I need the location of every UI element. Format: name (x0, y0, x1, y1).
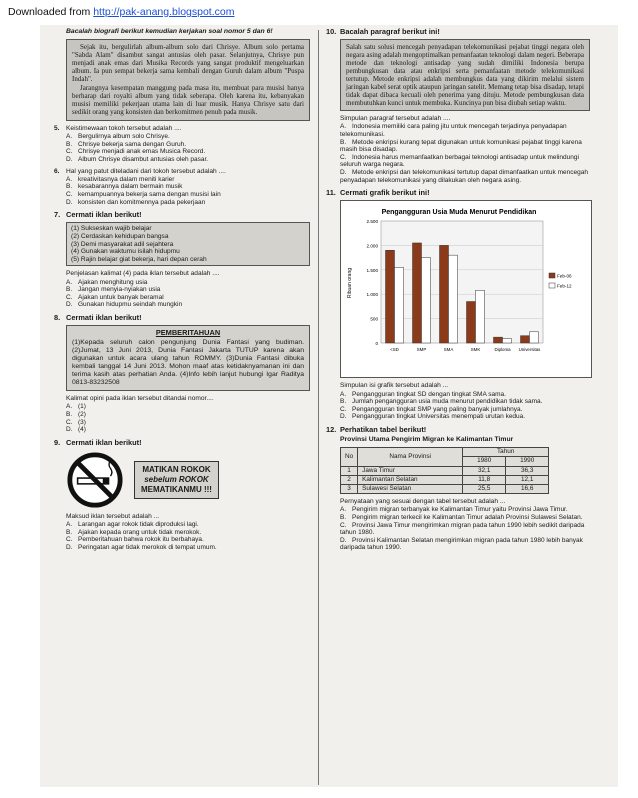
option-letter: B. (66, 286, 73, 294)
slogan-item: (1) Sukseskan wajib belajar (71, 225, 152, 233)
option-text: Peringatan agar tidak merokok di tempat umum. (78, 543, 217, 551)
option-text: Jangan menyia-nyiakan usia (78, 286, 161, 294)
option-a (54, 176, 310, 184)
option-letter: B. (340, 138, 347, 146)
option-d (326, 413, 590, 421)
slogan-item: (3) Demi masyarakat adil sejahtera (71, 240, 174, 248)
source-prefix: Downloaded from (8, 6, 94, 18)
option-b (326, 139, 590, 154)
question-12-heading: 12. Perhatikan tabel berikut! (326, 424, 427, 434)
slogan-item: (4) Gunakan waktumu isilah hidupmu (71, 248, 180, 256)
option-text: Jumlah pengangguran usia muda menurut pendidikan tidak sama. (352, 398, 543, 406)
option-d (54, 426, 310, 434)
option-text: Ajakan untuk banyak beramal (78, 293, 164, 301)
option-c (326, 406, 590, 414)
option-letter: D. (66, 301, 73, 309)
option-text: Gunakan hidupmu seindah mungkin (78, 301, 183, 309)
biography-intro: Bacalah biografi berikut kemudian kerjakan soal nomor 5 dan 6! (66, 28, 273, 35)
question-5-options (54, 133, 310, 163)
option-b (326, 398, 590, 406)
y-axis-label: Ribuan orang (347, 268, 353, 299)
option-d (54, 156, 310, 164)
legend-label: Feb-12 (557, 283, 572, 289)
option-letter: A. (66, 403, 73, 411)
notice-title: PEMBERITAHUAN (155, 328, 221, 338)
option-letter: C. (66, 536, 73, 544)
option-text: Ajakan menghitung usia (78, 278, 148, 286)
table-row (341, 466, 549, 475)
migrant-table (340, 447, 549, 494)
option-d (54, 199, 310, 207)
question-10-stem: Simpulan paragraf tersebut adalah .... (340, 115, 451, 123)
table-cell: 25,5 (463, 484, 506, 493)
table-cell: 11,8 (463, 475, 506, 484)
question-7-stem: Penjelasan kalimat (4) pada iklan tersebut adalah .... (66, 270, 220, 278)
column-divider (318, 30, 319, 785)
question-8-heading: 8. Cermati iklan berikut! (54, 312, 142, 322)
bar-feb-12-3 (476, 291, 485, 344)
bar-feb-12-2 (449, 256, 458, 344)
chart-svg (341, 201, 591, 377)
y-tick-label: 2.500 (366, 219, 378, 225)
table-row (341, 475, 549, 484)
option-text: Provinsi Kalimantan Selatan mengirimkan migran pada tahun 1980 lebih banyak daripada tahun 1990. (340, 536, 583, 552)
question-10-heading: 10. Bacalah paragraf berikut ini! (326, 27, 440, 36)
option-a (54, 403, 310, 411)
option-letter: D. (66, 426, 73, 434)
no-smoking-ad (66, 451, 310, 509)
question-10-options (326, 123, 590, 184)
biography-paragraph-1: Sejak itu, bergulirlah album-album solo dari Chrisye. Album solo pertama "Sabda Alam" disambut sangat antusias oleh pasar. Selanjutnya, Chrisye pun menjadi anak emas dari Musika Records yang sangat produktif mengeluarkan album. Ia pun sempat bekerja sama kembali dengan Guruh dalam album "Puspa Indah". (72, 43, 304, 83)
right-column (326, 28, 590, 552)
x-tick-label: Universitas (518, 347, 541, 353)
option-a (326, 506, 590, 514)
table-cell: 3 (341, 484, 358, 493)
question-7-heading: 7. Cermati iklan berikut! (54, 210, 142, 220)
paragraph-box (340, 39, 590, 111)
question-11-heading: 11. Cermati grafik berikut ini! (326, 188, 430, 198)
option-letter: C. (66, 418, 73, 426)
slogan-item: (2) Cerdaskan kehidupan bangsa (71, 232, 169, 240)
download-source (8, 6, 234, 18)
table-cell: 36,3 (506, 466, 549, 475)
ad-line-3: MEMATIKANMU !!! (141, 484, 212, 494)
option-text: Album Chrisye disambut antusias oleh pasar. (78, 155, 209, 163)
option-letter: D. (340, 413, 347, 421)
option-c (326, 522, 590, 537)
option-letter: A. (340, 390, 347, 398)
option-letter: D. (66, 198, 73, 206)
option-letter: C. (66, 190, 73, 198)
option-text: Provinsi Jawa Timur mengirimkan migran pada tahun 1990 lebih sedikit daripada tahun 1980. (340, 521, 585, 537)
option-c (54, 536, 310, 544)
option-text: Pengangguran tingkat Universitas menempati urutan kedua. (352, 413, 526, 421)
option-letter: D. (340, 536, 347, 544)
option-text: Ajakan kepada orang untuk tidak merokok. (78, 528, 202, 536)
table-cell: 2 (341, 475, 358, 484)
option-text: Pengangguran tingkat SD dengan tingkat SMA sama. (352, 390, 506, 398)
table-header-row (341, 448, 549, 457)
option-letter: A. (340, 123, 347, 131)
table-cell: 1 (341, 466, 358, 475)
question-12-options (326, 506, 590, 552)
option-text: (1) (78, 403, 86, 411)
option-letter: D. (66, 543, 73, 551)
option-text: kesabarannya dalam bermain musik (78, 183, 183, 191)
bar-feb-12-1 (422, 258, 431, 343)
option-letter: A. (66, 521, 73, 529)
option-text: konsisten dan komitmennya pada pekerjaan (78, 198, 206, 206)
legend-swatch (549, 283, 555, 288)
option-text: Chrisye bekerja sama dengan Guruh. (78, 140, 187, 148)
plot-area (381, 221, 543, 343)
chart-title: Pengangguran Usia Muda Menurut Pendidikan (381, 209, 537, 217)
option-text: Bergulirnya album solo Chrisye. (78, 133, 170, 141)
header-province: Nama Provinsi (358, 448, 463, 466)
x-tick-label: SMP (416, 347, 427, 353)
option-c (54, 294, 310, 302)
header-no: No (341, 448, 358, 466)
option-a (54, 133, 310, 141)
y-tick-label: 1.000 (366, 292, 378, 298)
table-title: Provinsi Utama Pengirim Migran ke Kalimantan Timur (340, 436, 514, 444)
header-1990: 1990 (506, 457, 549, 466)
biography-box (66, 39, 310, 121)
ad-line-2: sebelum ROKOK (144, 474, 209, 484)
legend-swatch (549, 273, 555, 278)
slogan-list-box (66, 222, 310, 266)
option-letter: C. (340, 521, 347, 529)
option-letter: C. (66, 293, 73, 301)
option-text: Pengangguran tingkat SMP yang paling banyak jumlahnya. (352, 405, 523, 413)
y-tick-label: 500 (370, 316, 378, 322)
table-cell: Jawa Timur (358, 466, 463, 475)
option-a (54, 279, 310, 287)
question-11-options (326, 391, 590, 421)
option-letter: C. (66, 148, 73, 156)
option-text: kemampuannya bekerja sama dengan musisi lain (78, 190, 221, 198)
x-tick-label: SMA (443, 347, 454, 353)
question-7-options (54, 279, 310, 309)
option-d (326, 537, 590, 552)
option-c (54, 419, 310, 427)
x-tick-label: SMK (470, 347, 481, 353)
option-d (326, 169, 590, 184)
question-6-options (54, 176, 310, 206)
notice-box (66, 325, 310, 391)
option-letter: B. (66, 410, 73, 418)
option-b (54, 141, 310, 149)
table-row (341, 484, 549, 493)
option-letter: A. (340, 506, 347, 514)
option-text: (3) (78, 418, 86, 426)
option-c (326, 154, 590, 169)
ad-slogan-box (134, 461, 219, 499)
option-letter: A. (66, 175, 73, 183)
bar-feb-06-3 (467, 302, 476, 343)
y-tick-label: 1.500 (366, 268, 378, 274)
option-letter: B. (66, 183, 73, 191)
question-6: 6. Hal yang patut diteladani dari tokoh tersebut adalah .... (54, 167, 226, 175)
question-8-options (54, 403, 310, 433)
question-12-stem: Pernyataan yang sesuai dengan tabel tersebut adalah ... (340, 498, 506, 506)
option-letter: B. (340, 513, 347, 521)
unemployment-chart (340, 200, 592, 378)
option-text: Indonesia memiliki cara paling jitu untuk mencegah terjadinya penyadapan telekomunikasi. (340, 123, 567, 138)
ad-line-1: MATIKAN ROKOK (142, 464, 211, 474)
question-9-options (54, 521, 310, 551)
bar-feb-06-0 (386, 251, 395, 344)
source-link[interactable]: http://pak-anang.blogspot.com (93, 6, 235, 18)
bar-feb-06-2 (440, 246, 449, 344)
bar-feb-06-5 (521, 336, 530, 343)
bar-feb-06-1 (413, 243, 422, 343)
option-b (54, 183, 310, 191)
header-1980: 1980 (463, 457, 506, 466)
option-text: (2) (78, 410, 86, 418)
table-cell: Sulawesi Selatan (358, 484, 463, 493)
option-letter: C. (340, 153, 347, 161)
bar-feb-12-5 (530, 332, 539, 343)
option-d (54, 544, 310, 552)
x-tick-label: Diploma (494, 347, 511, 353)
question-9-heading: 9. Cermati iklan berikut! (54, 437, 142, 447)
option-c (54, 148, 310, 156)
option-text: Larangan agar rokok tidak diproduksi lagi. (78, 521, 199, 529)
option-letter: B. (340, 398, 347, 406)
option-text: Metode enkripsi dan telekomunikasi tertutup dapat dimanfaatkan untuk mencegah penyadapan telekomunikasi yang dilakukan oleh negara asing. (340, 168, 588, 184)
option-c (54, 191, 310, 199)
question-8-stem: Kalimat opini pada iklan tersebut ditandai nomor.... (66, 395, 214, 403)
x-tick-label: <SD (390, 347, 399, 353)
option-b (326, 514, 590, 522)
notice-body: (1)Kepada seluruh calon pengunjung Dunia Fantasi yang budiman. (2)Jumat, 13 Juni 2013, Dunia Fantasi Jakarta TUTUP karena akan digunakan untuk acara ulang tahun ROMMY. (3)Dunia Fantasi dibuka kembali tanggal 14 Juni 2013. Mohon maaf atas ketidaknyamanan ini dan terima kasih atas perhatian Anda. (4)Info lebih lanjut hubungi Igar Raditya 0813-83232508 (72, 339, 304, 387)
option-text: Pengirim migran terbanyak ke Kalimantan Timur yaitu Provinsi Jawa Timur. (352, 506, 568, 514)
option-d (54, 301, 310, 309)
option-letter: A. (66, 278, 73, 286)
question-5: 5. Keistimewaan tokoh tersebut adalah .... (54, 125, 182, 132)
option-text: kreativitasnya dalam meniti karier (78, 175, 175, 183)
option-letter: B. (66, 528, 73, 536)
option-letter: C. (340, 405, 347, 413)
header-year: Tahun (463, 448, 549, 457)
table-cell: 16,6 (506, 484, 549, 493)
option-a (54, 521, 310, 529)
slogan-item: (5) Rajin belajar giat bekerja, hari depan cerah (71, 255, 207, 263)
option-a (326, 123, 590, 138)
option-text: Pengirim migran terkecil ke Kalimantan Timur adalah Provinsi Sulawesi Selatan. (352, 513, 583, 521)
option-b (54, 411, 310, 419)
option-text: (4) (78, 426, 86, 434)
bar-feb-12-4 (503, 339, 512, 343)
paragraph-text: Salah satu solusi mencegah penyadapan telekomunikasi pejabat tinggi negara oleh negara asing adalah mengoptimalkan pemanfaatan teknologi dalam negeri. Beberapa metode dan teknologi antisadap yang sudah dimiliki Indonesia berupa pembungkusan data atau enkripsi serta pemanfaatan metode telekomunikasi tertutup. Metode enkripsi adalah membungkus data yang dikirim melalui sistem jaringan kabel serat optik ataupun jaringan satelit. Memang tetap bisa disadap, tetapi tidak dapat dibaca kecuali oleh penerima yang dituju. Metode pembungkusan data membutuhkan kunci untuk membuka. Kuncinya pun bisa diubah setiap waktu. (346, 43, 584, 108)
option-letter: D. (340, 168, 347, 176)
table-cell: Kalimantan Selatan (358, 475, 463, 484)
table-cell: 12,1 (506, 475, 549, 484)
bar-feb-06-4 (494, 338, 503, 344)
option-b (54, 529, 310, 537)
option-letter: A. (66, 133, 73, 141)
left-column (54, 28, 310, 551)
question-9-stem: Maksud iklan tersebut adalah ... (66, 512, 160, 520)
y-tick-label: 0 (375, 341, 378, 347)
option-letter: D. (66, 155, 73, 163)
option-text: Chrisye menjadi anak emas Musica Record. (78, 148, 206, 156)
option-text: Indonesia harus memanfaatkan berbagai teknologi antisadap untuk melindungi seluruh warga negara. (340, 153, 579, 169)
option-b (54, 286, 310, 294)
option-text: Metode enkripsi kurang tepat digunakan untuk komunikasi pejabat tinggi karena masih bisa disadap. (340, 138, 582, 154)
y-tick-label: 2.000 (366, 243, 378, 249)
legend-label: Feb-06 (557, 273, 572, 279)
option-letter: B. (66, 140, 73, 148)
no-smoking-icon (66, 451, 124, 509)
table-cell: 32,1 (463, 466, 506, 475)
biography-paragraph-2: Jarangnya kesempatan manggung pada masa itu, membuat para musisi hanya berharap dari royalti album yang tidak seberapa. Oleh karena itu, kebanyakan musisi memiliki pekerjaan utama lain di luar musik. Hanya Chrisye satu dari sedikit orang yang konsisten dan berkomitmen penuh pada musik. (72, 84, 304, 116)
option-a (326, 391, 590, 399)
question-11-stem: Simpulan isi grafik tersebut adalah ... (340, 382, 449, 390)
bar-feb-12-0 (395, 268, 404, 344)
option-text: Pemberitahuan bahwa rokok itu berbahaya. (78, 536, 204, 544)
